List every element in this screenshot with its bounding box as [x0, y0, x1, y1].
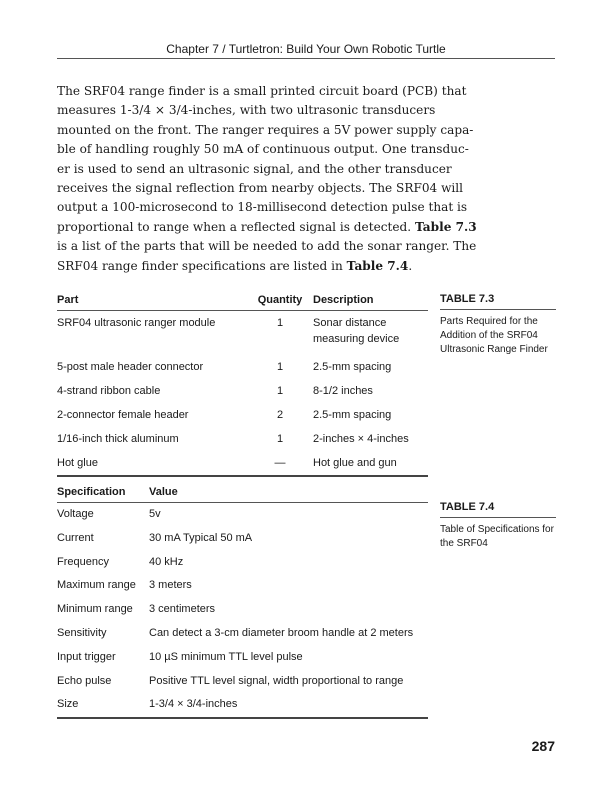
spec-cell: Size [57, 693, 149, 718]
running-header: Chapter 7 / Turtletron: Build Your Own Robotic Turtle [166, 42, 446, 56]
table-row [57, 693, 428, 718]
spec-cell: Frequency [57, 555, 109, 568]
quantity-cell: 1 [276, 317, 284, 329]
quantity-cell: 1 [276, 385, 284, 397]
table-caption [440, 500, 556, 551]
column-header-part: Part [57, 290, 247, 311]
table-row [57, 503, 428, 527]
caption-text: Parts Required for the Addition of the SRF04 Ultrasonic Range Finder [440, 316, 548, 355]
quantity-cell: 2 [276, 409, 284, 421]
table-row [57, 427, 428, 451]
table-row [57, 451, 428, 476]
quantity-cell: — [247, 451, 313, 476]
table-caption [440, 292, 556, 357]
quantity-cell: 1 [276, 433, 284, 445]
body-line: er is used to send an ultrasonic signal, and the other transducer [57, 161, 452, 176]
spec-cell: Current [57, 531, 94, 544]
description-cell: 8-1/2 inches [313, 385, 373, 397]
description-cell: 2.5-mm spacing [313, 361, 392, 373]
table-row [57, 311, 428, 356]
value-cell: 3 centimeters [149, 603, 216, 616]
caption-text: Table of Specifications for the SRF04 [440, 524, 554, 549]
part-cell: 4-strand ribbon cable [57, 385, 161, 397]
spec-cell: Voltage [57, 508, 94, 520]
value-cell: 10 µS minimum TTL level pulse [149, 650, 303, 663]
body-line: is a list of the parts that will be needed to add the sonar ranger. The [57, 239, 477, 254]
value-cell: 40 kHz [149, 555, 184, 568]
part-cell: Hot glue [57, 451, 247, 476]
body-line-end: . [408, 258, 413, 273]
part-cell: 5-post male header connector [57, 361, 204, 373]
spec-cell: Minimum range [57, 603, 133, 616]
body-line: receives the signal reflection from nearby objects. The SRF04 will [57, 181, 464, 196]
spec-cell: Echo pulse [57, 674, 112, 687]
value-cell: Positive TTL level signal, width proportional to range [149, 674, 404, 687]
value-cell: 30 mA Typical 50 mA [149, 531, 253, 544]
spec-table [57, 482, 428, 719]
column-header-value: Value [149, 482, 428, 503]
description-cell: Hot glue and gun [313, 451, 428, 476]
parts-table [57, 290, 428, 477]
quantity-cell: 1 [276, 361, 284, 373]
body-line: The SRF04 range finder is a small printed circuit board (PCB) that [57, 84, 467, 98]
table-row [57, 670, 428, 694]
description-cell: 2.5-mm spacing [313, 409, 392, 421]
table-row [57, 379, 428, 403]
value-cell: 3 meters [149, 579, 192, 592]
table-row [57, 551, 428, 575]
table-row [57, 355, 428, 379]
body-paragraph [57, 82, 477, 276]
spec-cell: Sensitivity [57, 626, 107, 639]
table-header-row [57, 290, 428, 311]
column-header-quantity: Quantity [247, 290, 313, 311]
table-row [57, 527, 428, 551]
table-row [57, 598, 428, 622]
value-cell: Can detect a 3-cm diameter broom handle at 2 meters [149, 626, 414, 639]
column-header-specification: Specification [57, 482, 149, 503]
table-header-row [57, 482, 428, 503]
part-cell: 1/16-inch thick aluminum [57, 433, 179, 445]
spec-cell: Input trigger [57, 650, 116, 663]
page-number: 287 [531, 738, 555, 754]
column-header-description: Description [313, 290, 428, 311]
table-reference: Table 7.4 [346, 258, 409, 273]
header-divider [57, 58, 555, 59]
table-row [57, 574, 428, 598]
body-line: output a 100-microsecond to 18-millisecond detection pulse that is [57, 200, 468, 215]
table-reference: Table 7.3 [414, 219, 477, 234]
body-line: measures 1-3/4 × 3/4-inches, with two ultrasonic transducers [57, 103, 436, 118]
part-cell: SRF04 ultrasonic ranger module [57, 317, 216, 329]
body-line: mounted on the front. The ranger requires a 5V power supply capa- [57, 122, 474, 137]
description-cell: Sonar distance measuring device [313, 317, 400, 345]
body-line [57, 218, 477, 237]
value-cell: 1-3/4 × 3/4-inches [149, 693, 428, 718]
spec-cell: Maximum range [57, 579, 136, 592]
value-cell: 5v [149, 508, 161, 520]
body-line [57, 257, 428, 276]
table-row [57, 622, 428, 646]
caption-title: TABLE 7.3 [440, 292, 556, 310]
part-cell: 2-connector female header [57, 409, 189, 421]
body-line-text: proportional to range when a reflected signal is detected. [57, 219, 412, 234]
caption-title: TABLE 7.4 [440, 500, 556, 518]
body-line-text: SRF04 range finder specifications are listed in [57, 258, 343, 273]
table-row [57, 403, 428, 427]
body-line: ble of handling roughly 50 mA of continuous output. One transduc- [57, 142, 469, 157]
description-cell: 2-inches × 4-inches [313, 433, 409, 445]
table-row [57, 646, 428, 670]
